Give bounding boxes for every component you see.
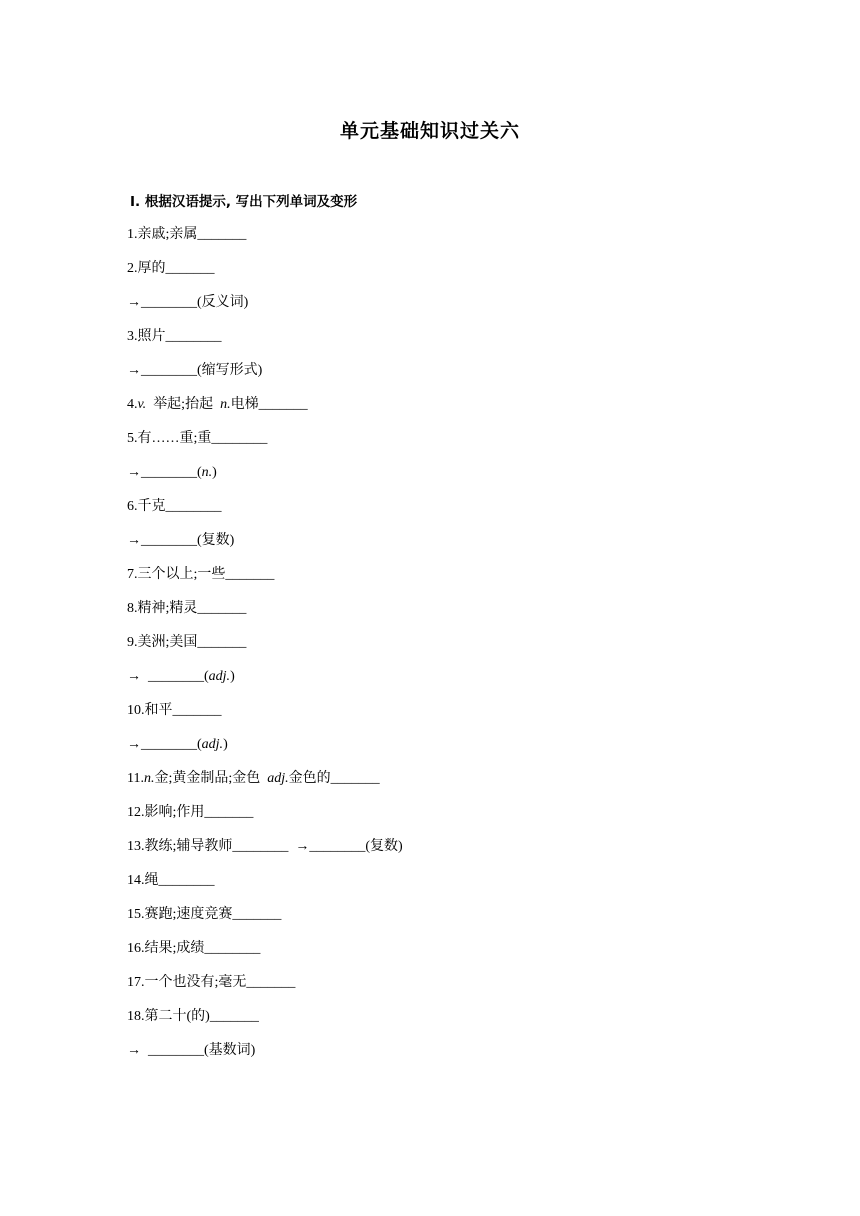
line-text: 举起;抬起 [146,397,221,412]
part-of-speech-label: adj. [267,771,289,786]
line-text: 11. [127,771,144,786]
exercise-line [127,904,767,938]
line-text: 金;黄金制品;金色 [154,771,268,786]
line-text: 电梯_______ [230,397,308,412]
exercise-line [127,224,767,258]
part-of-speech-label: n. [220,397,231,412]
exercise-line [127,972,767,1006]
exercise-line [127,768,767,802]
exercise-line [127,394,767,428]
part-of-speech-label: n. [201,465,213,480]
line-text: 14.绳________ [127,873,215,888]
exercise-line [127,428,767,462]
exercise-line [127,734,767,768]
line-text: 2.厚的_______ [127,261,215,276]
exercise-line [127,258,767,292]
line-text: →________(反义词) [127,295,249,310]
line-text: → ________(基数词) [127,1043,256,1058]
exercise-line [127,938,767,972]
part-of-speech-label: adj. [201,737,224,752]
line-text: 15.赛跑;速度竞赛_______ [127,907,282,922]
exercise-line [127,462,767,496]
exercise-line [127,496,767,530]
part-of-speech-label: v. [137,397,147,412]
exercise-line [127,564,767,598]
line-text: 7.三个以上;一些_______ [127,567,275,582]
exercise-line [127,802,767,836]
line-text: 17.一个也没有;毫无_______ [127,975,296,990]
line-text: 4. [127,397,138,412]
part-of-speech-label: n. [143,771,155,786]
line-text: 金色的_______ [288,771,380,786]
line-text: →________( [127,737,202,752]
line-text: → ________( [127,669,209,684]
line-text: →________(缩写形式) [127,363,263,378]
line-text: 13.教练;辅导教师________ →________(复数) [127,839,403,854]
exercise-line [127,326,767,360]
line-text: →________(复数) [127,533,235,548]
line-text: 18.第二十(的)_______ [127,1009,259,1024]
exercise-line [127,666,767,700]
line-text: 10.和平_______ [127,703,222,718]
line-text: ) [223,737,228,752]
line-text: 3.照片________ [127,329,222,344]
exercise-line [127,1006,767,1040]
line-text: 6.千克________ [127,499,222,514]
line-text: 16.结果;成绩________ [127,941,261,956]
part-of-speech-label: adj. [208,669,231,684]
exercise-list [127,224,767,1074]
line-text: 1.亲戚;亲属_______ [127,227,247,242]
exercise-line [127,1040,767,1074]
line-text: 5.有……重;重________ [127,431,268,446]
exercise-line [127,530,767,564]
line-text: 12.影响;作用_______ [127,805,254,820]
line-text: 9.美洲;美国_______ [127,635,247,650]
exercise-line [127,632,767,666]
page-title: 单元基础知识过关六 [339,120,520,142]
line-text: ) [212,465,217,480]
exercise-line [127,700,767,734]
line-text: →________( [127,465,202,480]
exercise-line [127,360,767,394]
section-heading: Ⅰ. 根据汉语提示, 写出下列单词及变形 [130,194,358,210]
line-text: ) [230,669,235,684]
exercise-line [127,836,767,870]
exercise-line [127,870,767,904]
line-text: 8.精神;精灵_______ [127,601,247,616]
exercise-line [127,292,767,326]
exercise-line [127,598,767,632]
